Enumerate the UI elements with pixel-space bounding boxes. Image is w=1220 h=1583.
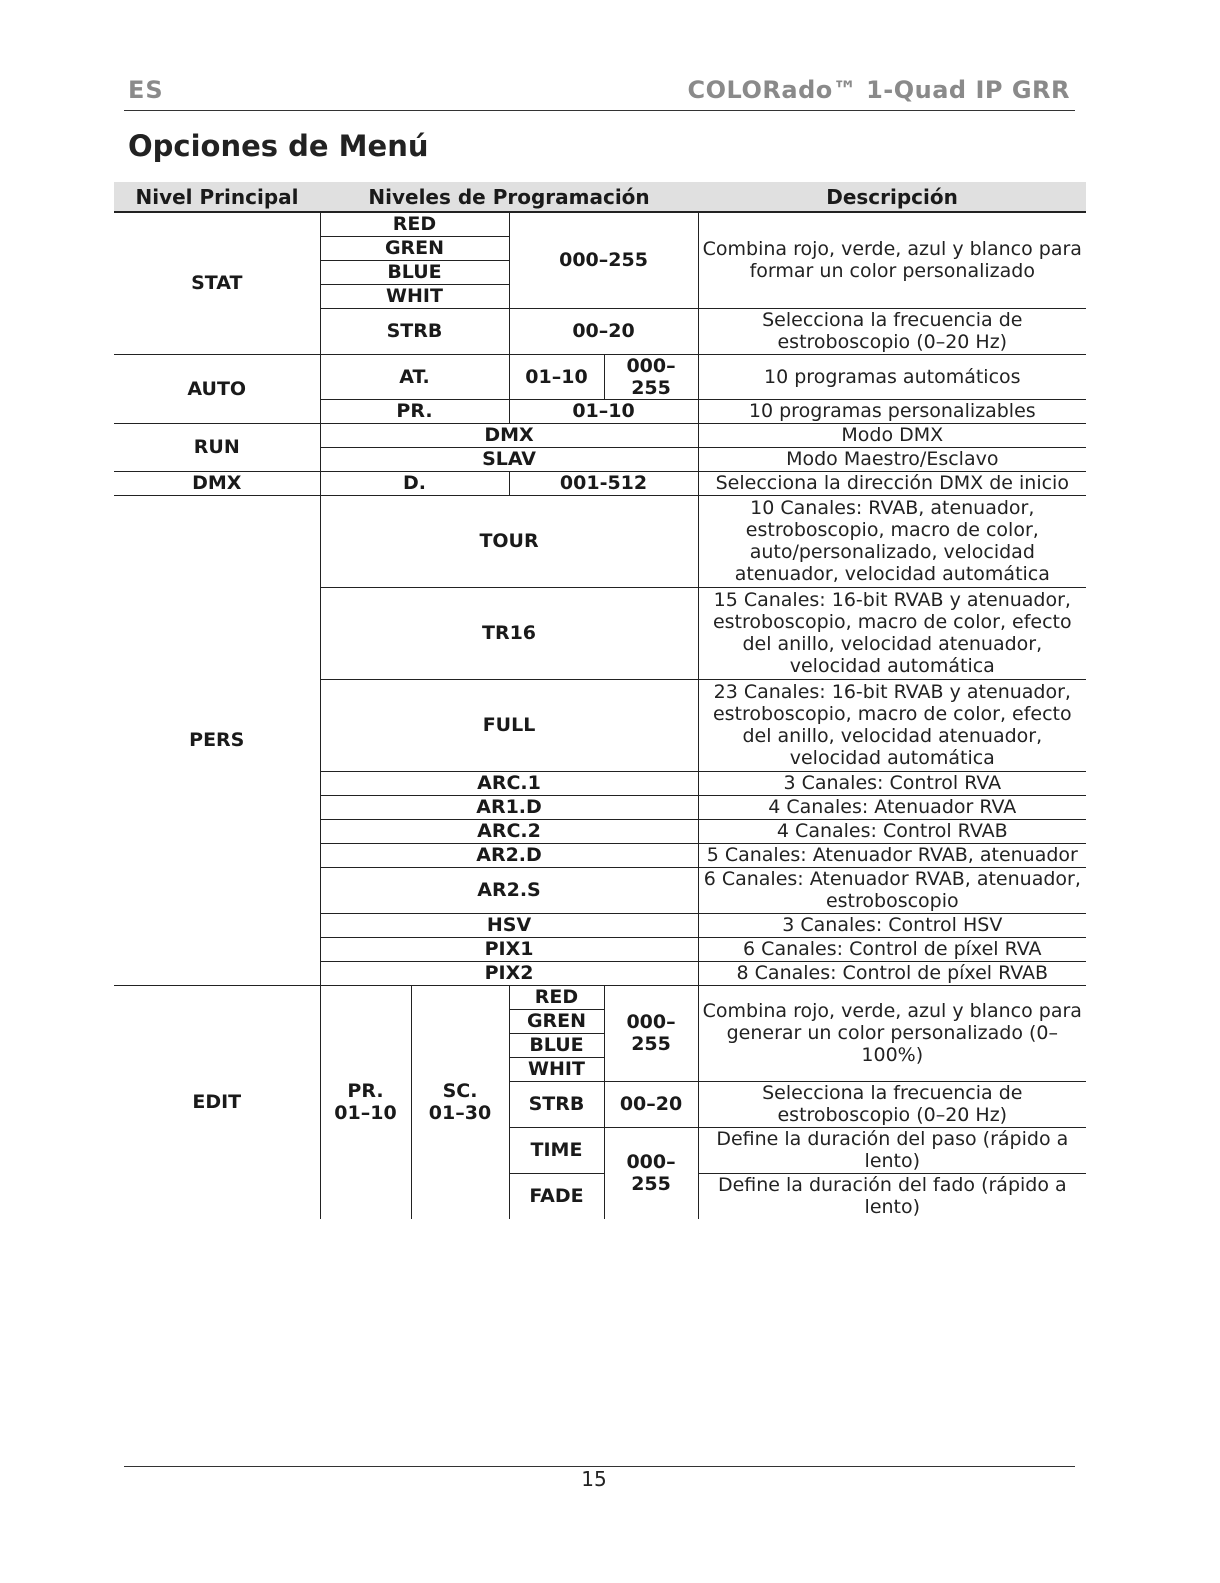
pers-mode-tour: TOUR [320,495,698,587]
pers-mode-arc2-description: 4 Canales: Control RVAB [698,819,1086,843]
pers-mode-ar2d-description: 5 Canales: Atenuador RVAB, atenuador [698,843,1086,867]
table-row [114,423,1086,447]
auto-at-description: 10 programas automáticos [698,354,1086,399]
run-dmx: DMX [320,423,698,447]
col-header-programming-levels: Niveles de Programación [320,182,698,212]
col-header-description: Descripción [698,182,1086,212]
edit-color-range: 000–255 [604,985,698,1081]
edit-scene-code: SC. [442,1080,478,1103]
pers-mode-tr16-description: 15 Canales: 16-bit RVAB y atenuador, estroboscopio, macro de color, efecto del anillo, velocidad atenuador, velocidad automática [698,587,1086,679]
pers-mode-hsv-description: 3 Canales: Control HSV [698,913,1086,937]
pers-mode-tr16: TR16 [320,587,698,679]
stat-strobe-range: 00–20 [509,308,698,354]
pers-mode-arc1-description: 3 Canales: Control RVA [698,771,1086,795]
stat-color-range: 000–255 [509,212,698,308]
auto-pr-description: 10 programas personalizables [698,399,1086,423]
header-language: ES [128,76,164,104]
pers-mode-full: FULL [320,679,698,771]
table-row [114,212,1086,236]
dmx-address-description: Selecciona la dirección DMX de inicio [698,471,1086,495]
edit-fade-description: Define la duración del fado (rápido a lento) [698,1173,1086,1219]
pers-mode-arc2: ARC.2 [320,819,698,843]
edit-scene [411,985,509,1219]
edit-time-description: Define la duración del paso (rápido a lento) [698,1127,1086,1173]
pers-mode-pix1: PIX1 [320,937,698,961]
header-product-name: COLORado™ 1-Quad IP GRR [687,76,1070,104]
stat-color-white: WHIT [320,284,509,308]
col-header-main-level: Nivel Principal [114,182,320,212]
auto-at: AT. [320,354,509,399]
page-title: Opciones de Menú [128,129,429,163]
edit-program [320,985,411,1219]
edit-time-fade-range: 000–255 [604,1127,698,1219]
auto-pr-range: 01–10 [509,399,698,423]
edit-program-range: 01–10 [334,1102,397,1125]
edit-program-code: PR. [347,1080,384,1103]
edit-strobe-range: 00–20 [604,1081,698,1127]
page-number: 15 [581,1467,607,1491]
edit-strobe: STRB [509,1081,604,1127]
stat-strobe-description: Selecciona la frecuencia de estroboscopio (0–20 Hz) [698,308,1086,354]
run-slave: SLAV [320,447,698,471]
pers-mode-pix2: PIX2 [320,961,698,985]
stat-color-blue: BLUE [320,260,509,284]
edit-color-green: GREN [509,1009,604,1033]
table-row [114,495,1086,587]
edit-strobe-description: Selecciona la frecuencia de estroboscopio (0–20 Hz) [698,1081,1086,1127]
main-level-auto: AUTO [114,354,320,423]
table-row [114,471,1086,495]
edit-color-blue: BLUE [509,1033,604,1057]
edit-color-white: WHIT [509,1057,604,1081]
pers-mode-hsv: HSV [320,913,698,937]
pers-mode-pix2-description: 8 Canales: Control de píxel RVAB [698,961,1086,985]
table-row [114,354,1086,399]
stat-strobe: STRB [320,308,509,354]
stat-color-red: RED [320,212,509,236]
pers-mode-full-description: 23 Canales: 16-bit RVAB y atenuador, estroboscopio, macro de color, efecto del anillo, velocidad atenuador, velocidad automática [698,679,1086,771]
pers-mode-arc1: ARC.1 [320,771,698,795]
stat-color-description: Combina rojo, verde, azul y blanco para formar un color personalizado [698,212,1086,308]
main-level-dmx: DMX [114,471,320,495]
pers-mode-ar1d: AR1.D [320,795,698,819]
table-header-row [114,182,1086,212]
main-level-pers: PERS [114,495,320,985]
run-dmx-description: Modo DMX [698,423,1086,447]
edit-scene-range: 01–30 [428,1102,492,1125]
auto-at-speed: 000–255 [604,354,698,399]
dmx-address-code: D. [320,471,509,495]
edit-fade: FADE [509,1173,604,1219]
pers-mode-ar2s: AR2.S [320,867,698,913]
main-level-run: RUN [114,423,320,471]
auto-at-range: 01–10 [509,354,604,399]
edit-color-red: RED [509,985,604,1009]
pers-mode-ar1d-description: 4 Canales: Atenuador RVA [698,795,1086,819]
run-slave-description: Modo Maestro/Esclavo [698,447,1086,471]
dmx-address-range: 001-512 [509,471,698,495]
pers-mode-pix1-description: 6 Canales: Control de píxel RVA [698,937,1086,961]
main-level-edit: EDIT [114,985,320,1219]
pers-mode-tour-description: 10 Canales: RVAB, atenuador, estroboscopio, macro de color, auto/personalizado, velocidad atenuador, velocidad automática [698,495,1086,587]
menu-options-table [114,182,1086,1219]
pers-mode-ar2d: AR2.D [320,843,698,867]
edit-time: TIME [509,1127,604,1173]
pers-mode-ar2s-description: 6 Canales: Atenuador RVAB, atenuador, estroboscopio [698,867,1086,913]
edit-color-description: Combina rojo, verde, azul y blanco para generar un color personalizado (0–100%) [698,985,1086,1081]
stat-color-green: GREN [320,236,509,260]
main-level-stat: STAT [114,212,320,354]
table-row [114,985,1086,1009]
header-divider [124,110,1075,111]
auto-pr: PR. [320,399,509,423]
